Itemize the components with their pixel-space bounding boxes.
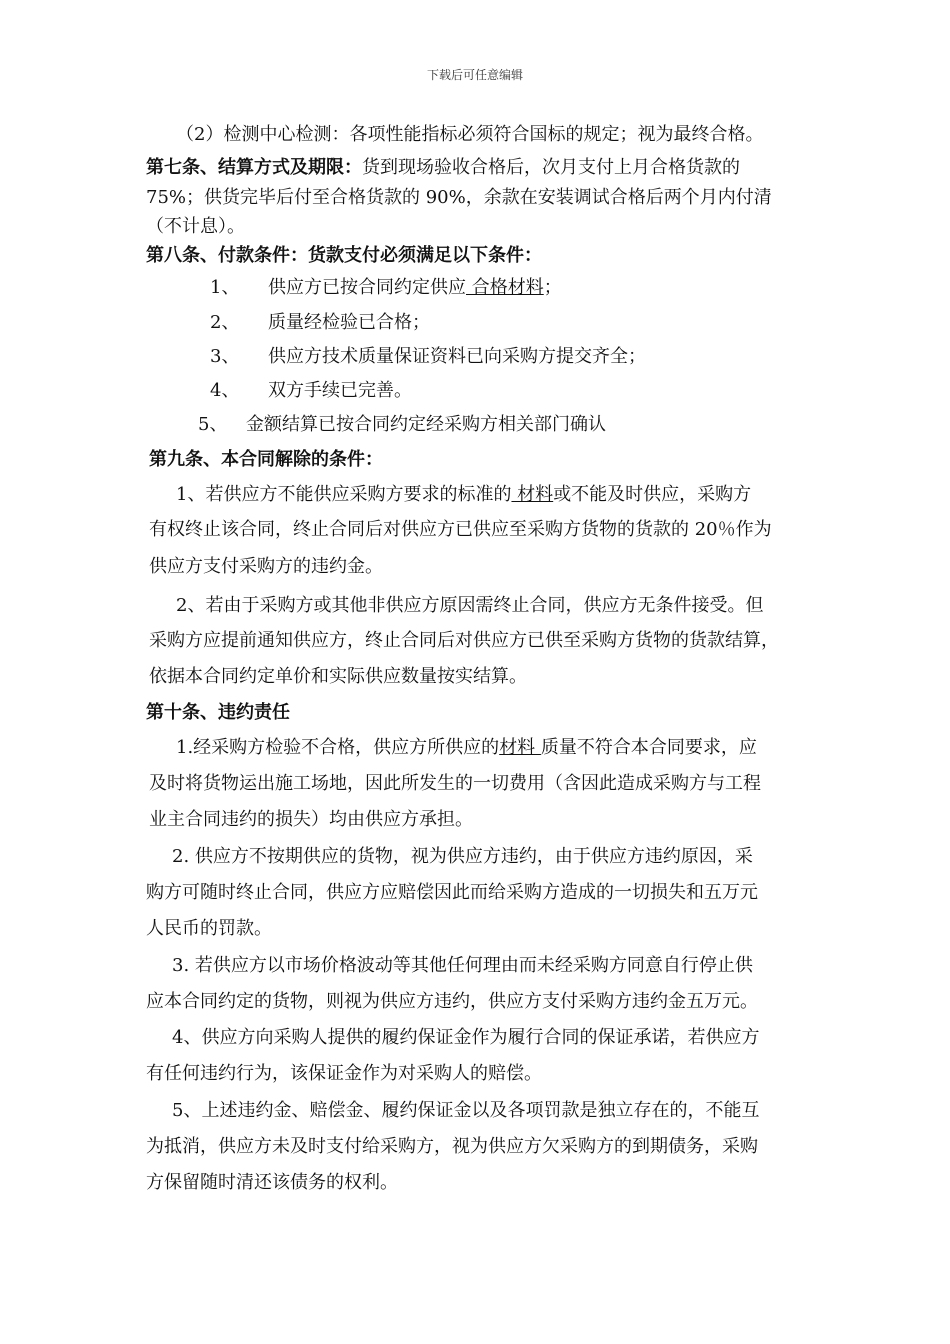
article-8-item-1 (210, 276, 562, 300)
underlined-term: 材料 (511, 484, 554, 505)
item-text: 供应方技术质量保证资料已向采购方提交齐全； (268, 346, 646, 367)
item-text: 质量经检验已合格； (268, 312, 430, 333)
item-text: 供应方已按合同约定供应 (268, 277, 466, 298)
article-8-title: 第八条、付款条件：货款支付必须满足以下条件： (146, 245, 542, 266)
article-7-line-3: （不计息）。 (146, 216, 245, 237)
article-10-clause-1-line-3: 业主合同违约的损失）均由供应方承担。 (149, 809, 473, 830)
article-9-clause-2-line-3: 依据本合同约定单价和实际供应数量按实结算。 (149, 666, 527, 687)
page-header: 下载后可任意编辑 (426, 68, 523, 82)
article-9-clause-2-line-1: 2、若由于采购方或其他非供应方原因需终止合同，供应方无条件接受。但 (176, 595, 764, 616)
article-10-clause-2-line-3: 人民币的罚款。 (146, 918, 272, 939)
article-7-line-1 (146, 156, 740, 180)
article-10-clause-2-line-2: 购方可随时终止合同，供应方应赔偿因此而给采购方造成的一切损失和五万元 (146, 882, 758, 903)
inspection-clause: （2）检测中心检测：各项性能指标必须符合国标的规定；视为最终合格。 (176, 124, 764, 145)
item-number: 4、 (210, 380, 240, 401)
article-7-text: 货到现场验收合格后，次月支付上月合格货款的 (362, 157, 740, 178)
clause-text: 质量不符合本合同要求，应 (540, 737, 757, 758)
article-8-item-3 (210, 345, 646, 369)
item-punct: ； (543, 277, 562, 298)
item-text: 双方手续已完善。 (268, 380, 412, 401)
article-8-item-2 (210, 311, 430, 335)
article-8-item-5 (198, 413, 606, 437)
article-9-clause-1-line-3: 供应方支付采购方的违约金。 (149, 556, 383, 577)
article-8-item-4 (210, 379, 412, 403)
underlined-term: 材料 (499, 737, 541, 758)
clause-text: 1、若供应方不能供应采购方要求的标准的 (176, 484, 512, 505)
article-10-clause-3-line-2: 应本合同约定的货物，则视为供应方违约，供应方支付采购方违约金五万元。 (146, 991, 758, 1012)
item-number: 2、 (210, 312, 240, 333)
clause-text: 或不能及时供应，采购方 (553, 484, 752, 505)
article-9-clause-1-line-2: 有权终止该合同，终止合同后对供应方已供应至采购方货物的货款的 20％作为 (149, 519, 772, 540)
article-10-title: 第十条、违约责任 (146, 702, 290, 723)
underlined-term: 合格材料 (466, 277, 544, 298)
item-number: 3、 (210, 346, 240, 367)
item-number: 5、 (198, 414, 228, 435)
article-10-clause-4-line-2: 有任何违约行为，该保证金作为对采购人的赔偿。 (146, 1063, 542, 1084)
article-9-clause-1-line-1 (176, 483, 751, 507)
article-10-clause-3-line-1: 3. 若供应方以市场价格波动等其他任何理由而未经采购方同意自行停止供 (172, 955, 753, 976)
article-7-line-2: 75%；供货完毕后付至合格货款的 90%，余款在安装调试合格后两个月内付清 (146, 187, 772, 208)
article-10-clause-5-line-3: 方保留随时清还该债务的权利。 (146, 1172, 398, 1193)
article-10-clause-1-line-1 (176, 736, 757, 760)
article-10-clause-2-line-1: 2. 供应方不按期供应的货物，视为供应方违约，由于供应方违约原因，采 (172, 846, 753, 867)
article-10-clause-5-line-2: 为抵消，供应方未及时支付给采购方，视为供应方欠采购方的到期债务，采购 (146, 1136, 758, 1157)
article-9-clause-2-line-2: 采购方应提前通知供应方，终止合同后对供应方已供至采购方货物的货款结算， (149, 630, 779, 651)
clause-text: 1.经采购方检验不合格，供应方所供应的 (176, 737, 500, 758)
item-text: 金额结算已按合同约定经采购方相关部门确认 (246, 414, 606, 435)
article-10-clause-4-line-1: 4、供应方向采购人提供的履约保证金作为履行合同的保证承诺，若供应方 (172, 1027, 760, 1048)
article-7-title: 第七条、结算方式及期限： (146, 157, 362, 178)
article-9-title: 第九条、本合同解除的条件： (149, 449, 383, 470)
article-10-clause-1-line-2: 及时将货物运出施工场地，因此所发生的一切费用（含因此造成采购方与工程 (149, 773, 761, 794)
article-10-clause-5-line-1: 5、上述违约金、赔偿金、履约保证金以及各项罚款是独立存在的，不能互 (172, 1100, 760, 1121)
item-number: 1、 (210, 277, 240, 298)
